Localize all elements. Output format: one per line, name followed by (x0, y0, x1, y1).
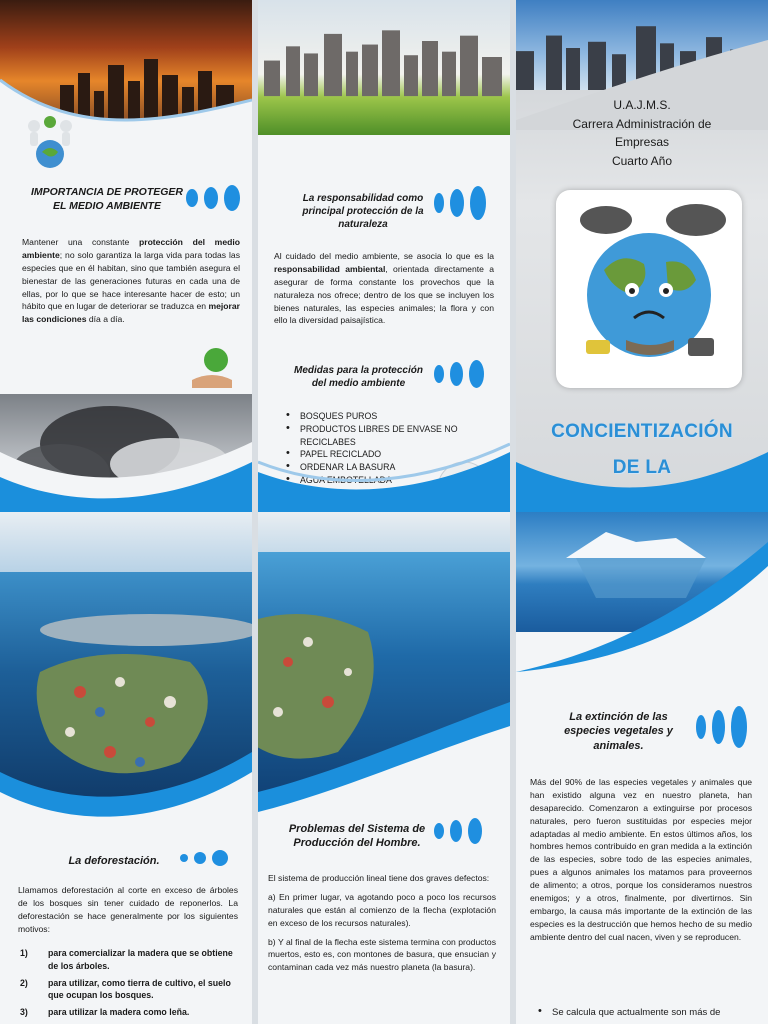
panel-production-problems (258, 512, 510, 1024)
year-label: Cuarto Año (611, 153, 673, 168)
production-heading: Problemas del Sistema de Producción del Hombre. (288, 823, 426, 850)
list-item: • BOSQUES PUROS (284, 410, 494, 423)
brochure-title: CONCIENTIZACIÓN DE LA (551, 421, 733, 479)
dots-decoration (434, 818, 482, 844)
deforestation-body: Llamamos deforestación al corte en exceso de árboles de los bosques sin tener cuidado de reponerlos. La deforestación se hace generalmente por los siguientes motivos: (18, 885, 238, 934)
list-item: • AGUA EMBOTELLADA (284, 474, 494, 487)
panel-deforestation (0, 512, 252, 1024)
list-item: • PRODUCTOS LIBRES DE ENVASE NO RECICLABES (284, 423, 494, 449)
blue-white-wave (516, 532, 768, 672)
blue-wave (0, 432, 252, 512)
importance-heading: IMPORTANCIA DE PROTEGER EL MEDIO AMBIENTE (30, 186, 184, 212)
importance-body: Mantener una constante protección del medio ambiente; no solo garantiza la larga vida para todas las especies que en él habitan, sino que también asegura el bienestar de las generaciones futuras en cada una de ellas, por lo que se hace interesante hacer de esto; un hábito que en lugar de deteriorar se traduzca en mejorar las condiciones día a día. (22, 237, 240, 325)
list-item: • ORDENAR LA BASURA (284, 461, 494, 474)
list-item: • PAPEL RECICLADO (284, 448, 494, 461)
dots-decoration (180, 850, 228, 866)
panel-extinction (516, 512, 768, 1024)
responsibility-body: Al cuidado del medio ambiente, se asocia lo que es la responsabilidad ambiental, orientada directamente a asegurar de forma constante los provechos que la naturaleza nos ofrece; dentro de los que se incluyen los bienes naturales, las especies animales; la flora y con ello la diversidad paisajística. (274, 251, 494, 326)
blue-wave (516, 432, 768, 512)
list-item: 1) para comercializar la madera que se obtiene de los árboles. (20, 948, 233, 971)
deforestation-reasons (18, 947, 240, 1023)
measures-heading: Medidas para la protección del medio ambiente (294, 365, 423, 389)
dots-decoration (434, 186, 486, 220)
extinction-list (536, 1006, 756, 1020)
career-name: Empresas (614, 135, 670, 150)
list-item: • Se calcula que actualmente son más de (536, 1006, 756, 1020)
hand-earth-icon (188, 344, 238, 390)
institution-block (516, 96, 768, 170)
blue-white-wave (0, 712, 252, 852)
panel-responsibility (258, 0, 510, 512)
responsibility-heading: La responsabilidad como principal protección de la naturaleza (302, 193, 424, 230)
panel-cover (516, 0, 768, 512)
list-item: 3) para utilizar la madera como leña. (20, 1007, 190, 1017)
blue-wave (258, 432, 510, 512)
white-wave (258, 90, 510, 200)
dots-decoration (434, 360, 484, 388)
list-item: 2) para utilizar, como tierra de cultivo, el suelo que ocupan los bosques. (20, 977, 231, 1001)
dots-decoration (696, 706, 747, 748)
dots-decoration (186, 185, 240, 211)
brochure-inside (0, 512, 768, 1024)
sad-earth-image (556, 190, 742, 388)
people-globe-icon (20, 112, 80, 172)
university-name: U.A.J.M.S. (613, 98, 671, 112)
panel-importance (0, 0, 252, 512)
deforestation-heading: La deforestación. (68, 855, 160, 867)
extinction-body: Más del 90% de las especies vegetales y animales que han existido alguna vez en nuestro planeta, han desaparecido. Comenzaron a extinguirse por procesos naturales, pero fueron sustituidas por especies mejor adaptadas al medio ambiente. En estos últimos años, los hombres hemos contribuido en gran medida a la extinción de las especies, sobre todo de las especies animales, pues a algunos animales los matamos para proveernos de alimento; a otros, porque los consideramos nuestros enemigos; y a otros, finalmente, por divertirnos. Sin embargo, la causa más importante de la extinción de las especies es la destrucción que hemos hecho de su medio ambiente dentro del cual nacen, viven y se reproducen. (530, 777, 752, 942)
extinction-heading: La extinción de las especies vegetales y animales. (564, 711, 673, 752)
production-body: El sistema de producción lineal tiene dos graves defectos: a) En primer lugar, va agotando poco a poco los recursos naturales que están al comienzo de la flecha (explotación en exceso de los recursos naturales). b) Y al final de la flecha este sistema termina con productos muertos, esto es, con montones de basura, que ensucian y contaminan cada vez más nuestro planeta (la basura). (268, 873, 496, 973)
career-name: Carrera Administración de (572, 116, 712, 131)
